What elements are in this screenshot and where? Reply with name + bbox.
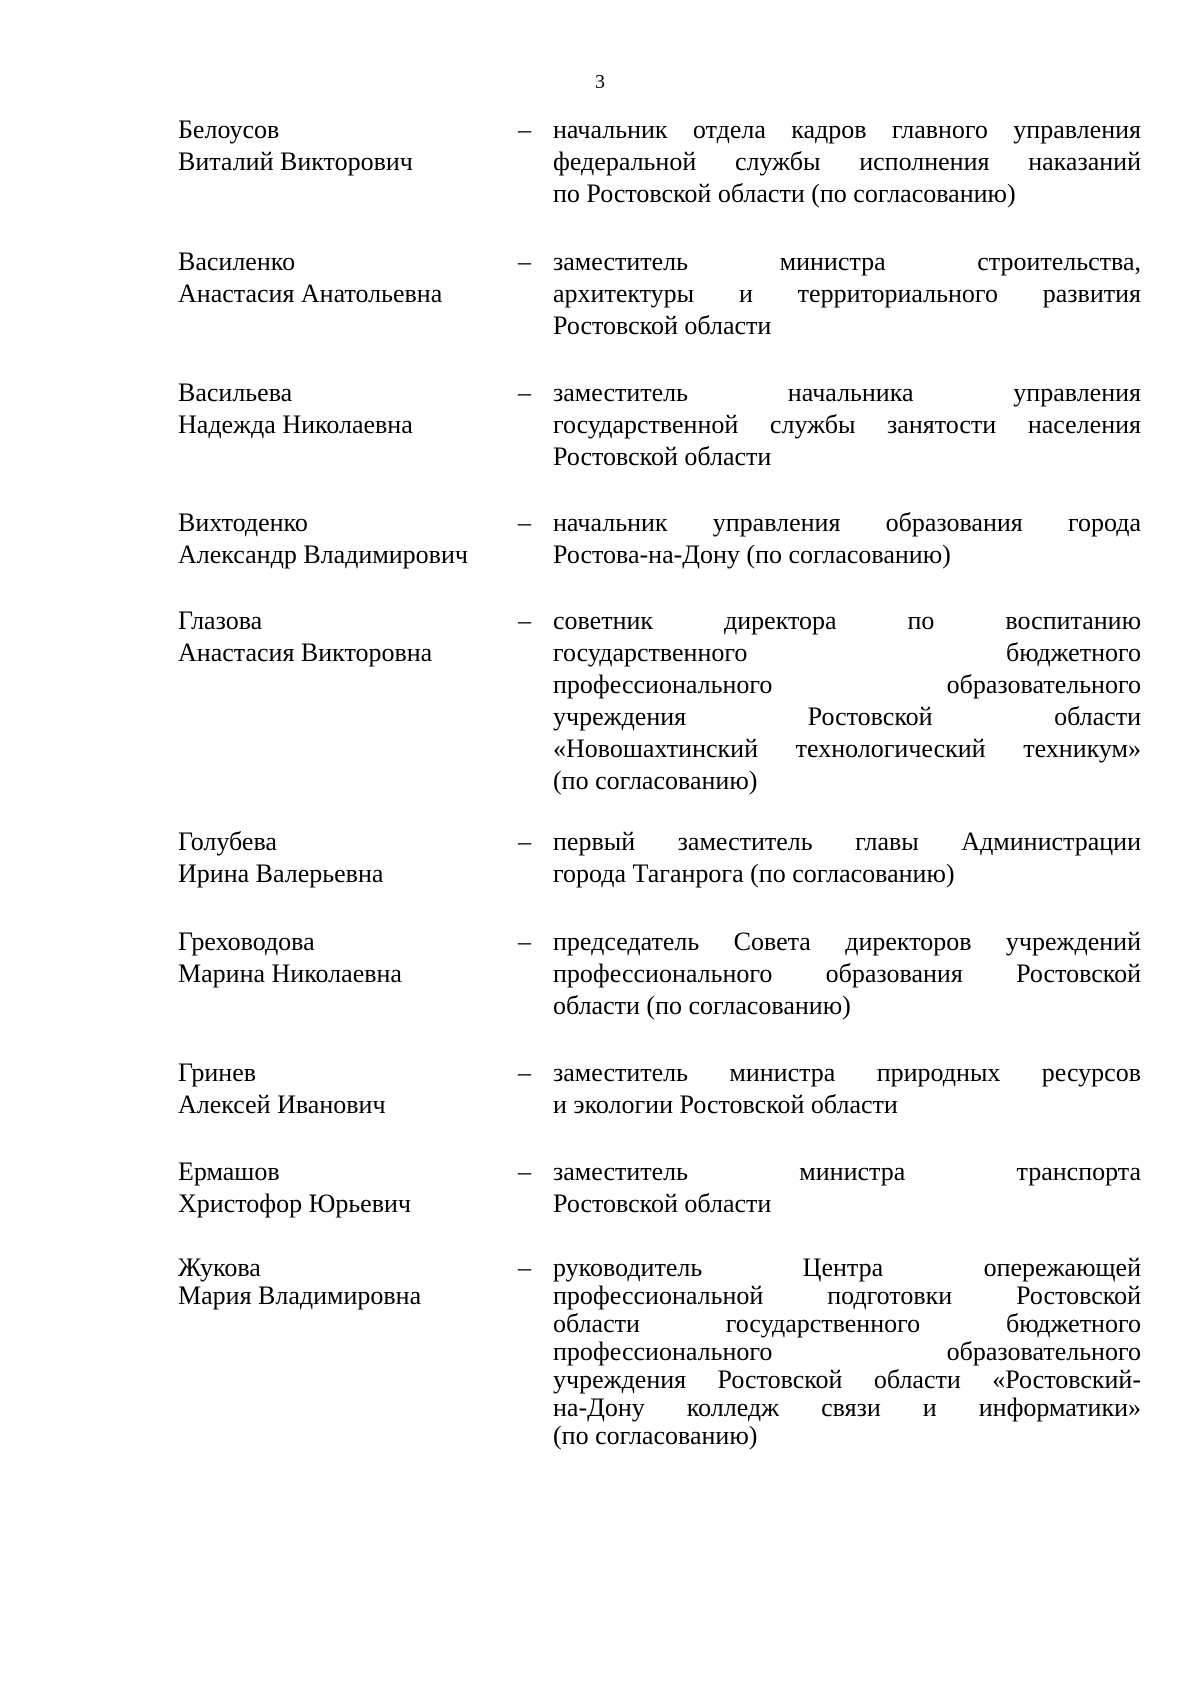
role-line: (по согласованию) [553, 766, 758, 795]
member-surname: Глазова [178, 606, 263, 635]
role-line: профессионального образовательного [553, 670, 1141, 699]
dash-separator: – [518, 508, 531, 537]
dash-separator: – [518, 1058, 531, 1087]
member-surname: Гринев [178, 1058, 257, 1087]
role-line: государственной службы занятости населения [553, 410, 1141, 439]
member-surname: Васильева [178, 378, 293, 407]
member-role [553, 246, 1141, 342]
role-line: «Новошахтинский технологический техникум» [553, 734, 1141, 763]
role-line: Ростовской области [553, 1189, 772, 1218]
member-surname: Греховодова [178, 927, 315, 956]
role-line: профессионального образовательного [553, 1337, 1141, 1366]
dash-separator: – [518, 1157, 531, 1186]
role-line: и экологии Ростовской области [553, 1090, 898, 1119]
member-name [178, 826, 498, 890]
member-role [553, 1057, 1141, 1121]
member-role [553, 926, 1141, 1022]
role-line: заместитель министра природных ресурсов [553, 1058, 1141, 1087]
member-name [178, 507, 498, 571]
dash-separator: – [518, 927, 531, 956]
member-given-names: Ирина Валерьевна [178, 859, 384, 888]
role-line: на-Дону колледж связи и информатики» [553, 1393, 1141, 1422]
member-role [553, 826, 1141, 890]
role-line: начальник управления образования города [553, 508, 1141, 537]
member-name [178, 1057, 498, 1121]
role-line: председатель Совета директоров учреждений [553, 927, 1141, 956]
member-name [178, 1156, 498, 1220]
role-line: (по согласованию) [553, 1421, 758, 1450]
role-line: заместитель начальника управления [553, 378, 1141, 407]
member-role [553, 1254, 1141, 1450]
role-line: заместитель министра строительства, [553, 247, 1141, 276]
role-line: государственного бюджетного [553, 638, 1141, 667]
role-line: Ростовской области [553, 442, 772, 471]
member-given-names: Мария Владимировна [178, 1281, 422, 1310]
member-surname: Вихтоденко [178, 508, 308, 537]
role-line: заместитель министра транспорта [553, 1157, 1141, 1186]
member-name [178, 377, 498, 441]
member-surname: Голубева [178, 827, 277, 856]
role-line: Ростова-на-Дону (по согласованию) [553, 540, 951, 569]
member-surname: Жукова [178, 1253, 261, 1282]
member-given-names: Надежда Николаевна [178, 410, 413, 439]
member-given-names: Виталий Викторович [178, 147, 413, 176]
member-name [178, 1254, 498, 1310]
member-name [178, 114, 498, 178]
dash-separator: – [518, 247, 531, 276]
member-name [178, 605, 498, 669]
role-line: начальник отдела кадров главного управления [553, 115, 1141, 144]
role-line: области (по согласованию) [553, 991, 851, 1020]
member-given-names: Александр Владимирович [178, 540, 468, 569]
member-role [553, 507, 1141, 571]
dash-separator: – [518, 1253, 531, 1282]
dash-separator: – [518, 606, 531, 635]
member-name [178, 246, 498, 310]
member-role [553, 114, 1141, 210]
member-given-names: Марина Николаевна [178, 959, 402, 988]
role-line: федеральной службы исполнения наказаний [553, 147, 1141, 176]
role-line: города Таганрога (по согласованию) [553, 859, 955, 888]
member-name [178, 926, 498, 990]
role-line: советник директора по воспитанию [553, 606, 1141, 635]
member-role [553, 1156, 1141, 1220]
page-number: 3 [595, 71, 605, 93]
role-line: Ростовской области [553, 311, 772, 340]
dash-separator: – [518, 378, 531, 407]
member-given-names: Анастасия Викторовна [178, 638, 433, 667]
role-line: первый заместитель главы Администрации [553, 827, 1141, 856]
member-role [553, 377, 1141, 473]
dash-separator: – [518, 827, 531, 856]
role-line: руководитель Центра опережающей [553, 1253, 1141, 1282]
member-surname: Василенко [178, 247, 296, 276]
role-line: профессионального образования Ростовской [553, 959, 1141, 988]
member-given-names: Христофор Юрьевич [178, 1189, 411, 1218]
member-given-names: Алексей Иванович [178, 1090, 386, 1119]
role-line: учреждения Ростовской области [553, 702, 1141, 731]
member-surname: Ермашов [178, 1157, 280, 1186]
member-surname: Белоусов [178, 115, 280, 144]
role-line: по Ростовской области (по согласованию) [553, 179, 1016, 208]
role-line: области государственного бюджетного [553, 1309, 1141, 1338]
dash-separator: – [518, 115, 531, 144]
role-line: профессиональной подготовки Ростовской [553, 1281, 1141, 1310]
member-role [553, 605, 1141, 797]
role-line: учреждения Ростовской области «Ростовский- [553, 1365, 1141, 1394]
role-line: архитектуры и территориального развития [553, 279, 1141, 308]
member-given-names: Анастасия Анатольевна [178, 279, 443, 308]
